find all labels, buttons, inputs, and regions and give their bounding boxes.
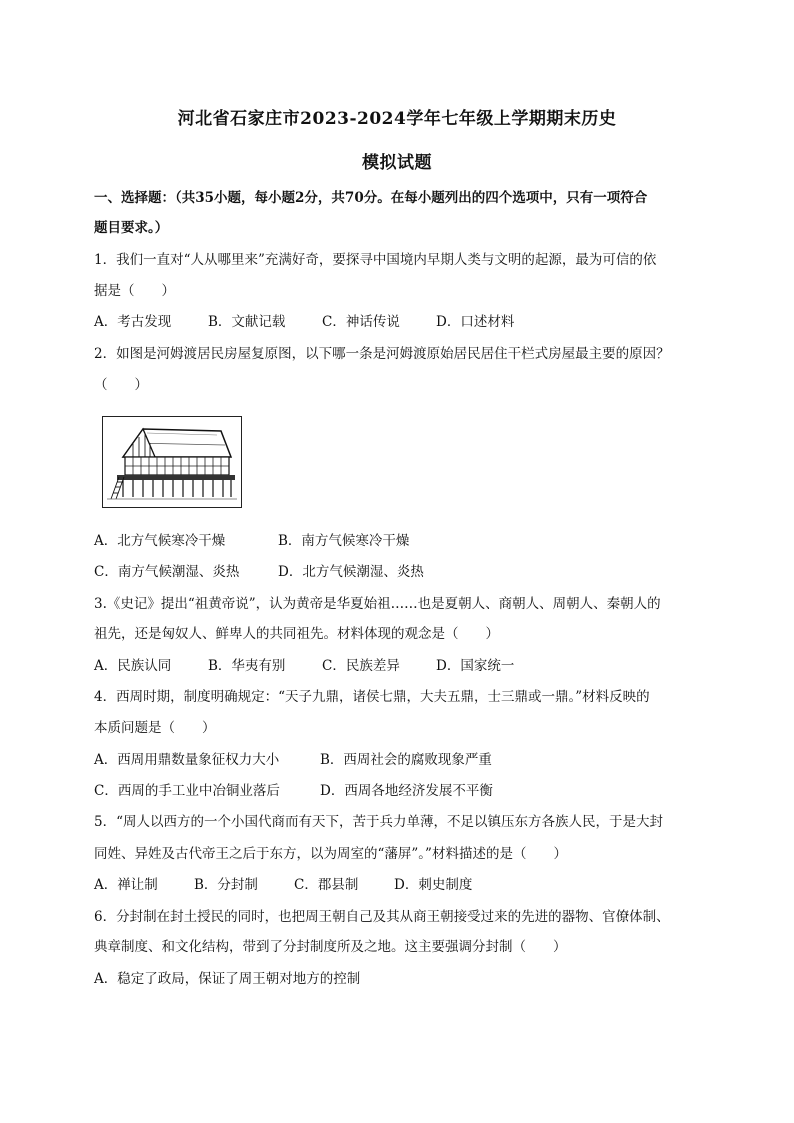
question-5-stem-cont: 同姓、异姓及古代帝王之后于东方，以为周室的“藩屏”。”材料描述的是（ ）	[94, 846, 567, 862]
question-6-stem: 6．分封制在封土授民的同时，也把周王朝自己及其从商王朝接受过来的先进的器物、官僚体制、	[94, 909, 670, 925]
question-6-stem-cont: 典章制度、和文化结构，带到了分封制度所及之地。这主要强调分封制（ ）	[94, 939, 567, 955]
option-a: A．民族认同	[94, 658, 172, 674]
option-c: C．郡县制	[294, 877, 359, 893]
option-a: A．稳定了政局，保证了周王朝对地方的控制	[94, 971, 361, 987]
option-c: C．神话传说	[322, 314, 400, 330]
option-b: B．分封制	[194, 877, 258, 893]
question-5-stem: 5．“周人以西方的一个小国代商而有天下，苦于兵力单薄，不足以镇压东方各族人民，于是大封	[94, 814, 663, 830]
document-title: 河北省石家庄市2023-2024学年七年级上学期期末历史	[177, 109, 617, 129]
section-heading: 一、选择题：（共35小题，每小题2分，共70分。在每小题列出的四个选项中，只有一项符合	[94, 190, 648, 206]
section-heading-cont: 题目要求。）	[94, 220, 169, 236]
question-2-stem: 2．如图是河姆渡居民房屋复原图，以下哪一条是河姆渡原始居民居住干栏式房屋最主要的原因？	[94, 346, 670, 362]
option-a: A．禅让制	[94, 877, 158, 893]
question-4-stem-cont: 本质问题是（ ）	[94, 720, 216, 736]
option-a: A．考古发现	[94, 314, 172, 330]
question-2-stem-cont: （ ）	[94, 377, 148, 393]
option-d: D．刺史制度	[394, 877, 473, 893]
option-b: B．华夷有别	[208, 658, 286, 674]
option-d: D．北方气候潮湿、炎热	[278, 564, 424, 580]
option-b: B．文献记载	[208, 314, 286, 330]
option-d: D．国家统一	[436, 658, 515, 674]
question-6-options	[94, 967, 360, 987]
option-d: D．西周各地经济发展不平衡	[320, 783, 493, 799]
option-a: A．北方气候寒冷干燥	[94, 533, 226, 549]
option-a: A．西周用鼎数量象征权力大小	[94, 752, 280, 768]
question-3-stem-cont: 祖先，还是匈奴人、鲜卑人的共同祖先。材料体现的观念是（ ）	[94, 626, 499, 642]
option-b: B．西周社会的腐败现象严重	[320, 752, 492, 768]
document-subtitle: 模拟试题	[362, 153, 432, 173]
option-c: C．南方气候潮湿、炎热	[94, 564, 240, 580]
option-c: C．西周的手工业中冶铜业落后	[94, 783, 280, 799]
stilt-house-drawing-icon	[102, 416, 242, 508]
option-c: C．民族差异	[322, 658, 400, 674]
question-3-stem: 3.《史记》提出“祖黄帝说”，认为黄帝是华夏始祖……也是夏朝人、商朝人、周朝人、秦朝人的	[94, 596, 661, 612]
option-b: B．南方气候寒冷干燥	[278, 533, 410, 549]
question-1-stem-cont: 据是（ ）	[94, 283, 175, 299]
question-1-stem: 1．我们一直对“人从哪里来”充满好奇，要探寻中国境内早期人类与文明的起源，最为可信的依	[94, 252, 657, 268]
question-4-stem: 4．西周时期，制度明确规定：“天子九鼎，诸侯七鼎，大夫五鼎，士三鼎或一鼎。”材料反映的	[94, 689, 650, 705]
option-d: D．口述材料	[436, 314, 515, 330]
